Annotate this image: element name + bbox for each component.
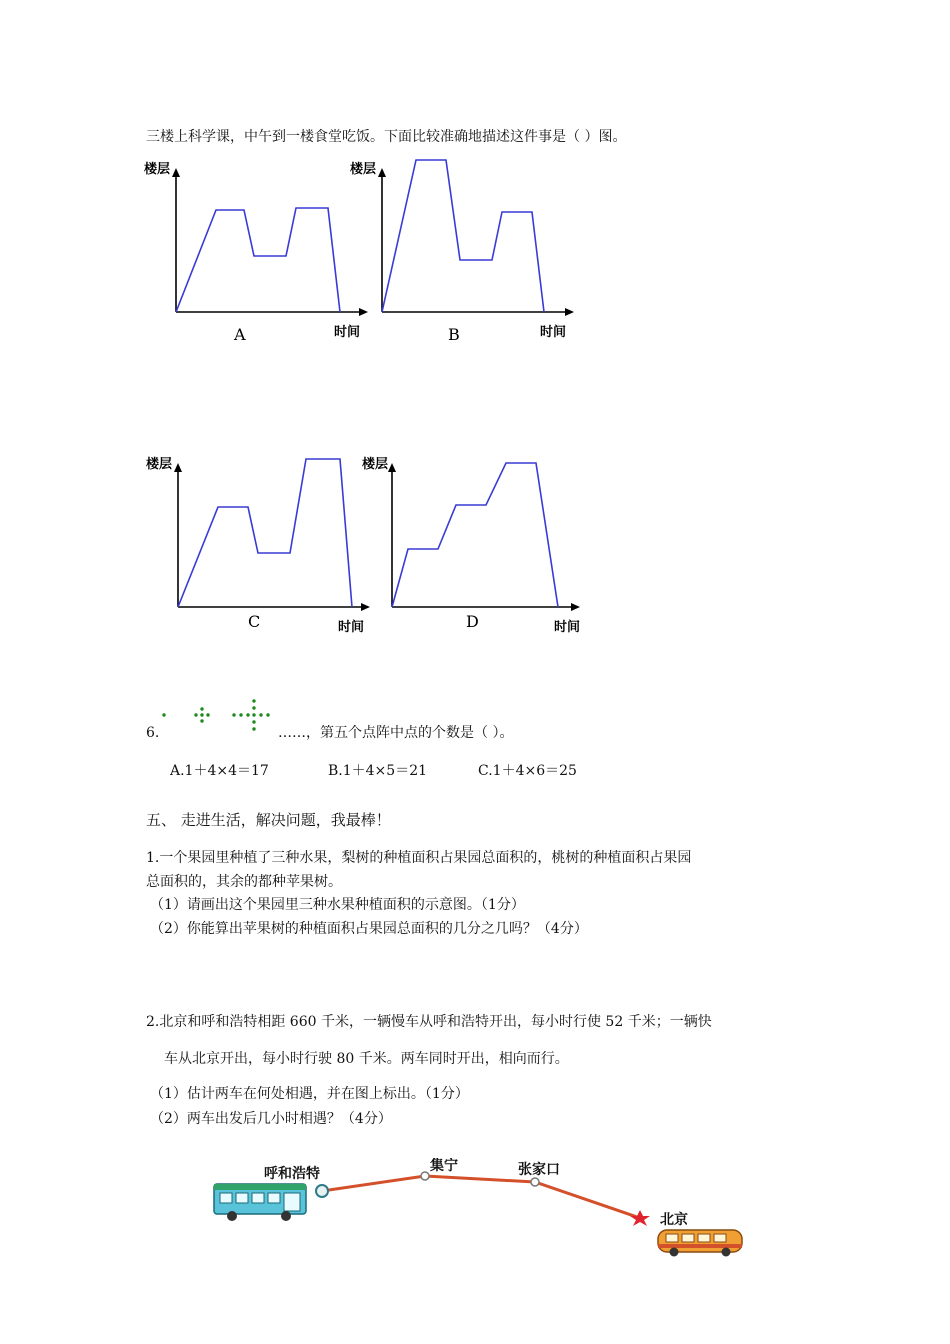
q6-text: ……，第五个点阵中点的个数是（ ）。 xyxy=(278,725,514,741)
graph-b-line xyxy=(382,160,544,312)
graph-d xyxy=(358,455,593,645)
city-hohhot: 呼和浩特 xyxy=(264,1166,320,1182)
hohhot-marker xyxy=(316,1185,328,1197)
graph-c-label: C xyxy=(248,612,261,631)
jining-marker xyxy=(421,1172,429,1180)
dot xyxy=(200,713,203,716)
graph-c-x-label: 时间 xyxy=(338,620,365,635)
dot xyxy=(252,727,255,730)
graph-a xyxy=(140,160,375,350)
beijing-star-icon xyxy=(630,1210,650,1226)
route-line xyxy=(322,1176,640,1218)
bus-right-icon xyxy=(658,1230,742,1257)
q6-option-a: A.1＋4×4＝17 xyxy=(170,763,269,779)
graph-a-y-label: 楼层 xyxy=(144,162,171,177)
dot-pattern xyxy=(158,698,278,738)
route-map xyxy=(210,1158,750,1258)
city-beijing: 北京 xyxy=(660,1212,688,1228)
section-5-title: 五、 走进生活，解决问题，我最棒！ xyxy=(146,811,391,829)
graph-a-label: A xyxy=(234,325,246,344)
q6-option-b: B.1＋4×5＝21 xyxy=(328,763,428,779)
graph-c-line xyxy=(178,459,352,607)
dot xyxy=(252,699,255,702)
graph-d-svg xyxy=(358,455,593,645)
problem-1-sub-2: （2）你能算出苹果树的种植面积占果园总面积的几分之几吗？（4分） xyxy=(150,921,588,937)
problem-1-sub-1: （1）请画出这个果园里三种水果种植面积的示意图。（1分） xyxy=(150,897,525,913)
city-jining: 集宁 xyxy=(430,1158,458,1174)
graph-d-x-label: 时间 xyxy=(554,620,581,635)
problem-2-sub-1: （1）估计两车在何处相遇，并在图上标出。（1分） xyxy=(150,1086,469,1102)
problem-1-line-2: 总面积的，其余的都种苹果树。 xyxy=(146,874,342,890)
graph-a-line xyxy=(176,208,340,312)
dot xyxy=(252,713,255,716)
graph-d-y-label: 楼层 xyxy=(362,457,389,472)
graph-b-x-arrow xyxy=(565,308,574,316)
graph-d-label: D xyxy=(466,612,479,631)
dot xyxy=(252,706,255,709)
graph-c-svg xyxy=(142,455,377,645)
graph-b-x-label: 时间 xyxy=(540,325,567,340)
graph-d-y-arrow xyxy=(388,463,396,472)
zhangjiakou-marker xyxy=(531,1178,539,1186)
q5-text: 三楼上科学课，中午到一楼食堂吃饭。下面比较准确地描述这件事是（ ）图。 xyxy=(146,129,627,145)
graph-b-svg xyxy=(346,160,581,350)
graph-a-svg xyxy=(140,160,375,350)
dot xyxy=(266,713,269,716)
dot xyxy=(200,719,203,722)
q6-option-c: C.1＋4×6＝25 xyxy=(478,763,577,779)
graph-b xyxy=(346,160,581,350)
graph-d-x-arrow xyxy=(571,603,580,611)
graph-b-y-arrow xyxy=(378,168,386,177)
dot xyxy=(246,713,249,716)
graph-b-label: B xyxy=(448,325,460,344)
dot xyxy=(259,713,262,716)
graph-c xyxy=(142,455,377,645)
dot xyxy=(200,707,203,710)
city-zhangjiakou: 张家口 xyxy=(518,1162,560,1178)
q6-number: 6. xyxy=(146,725,160,741)
dot xyxy=(232,713,235,716)
graph-c-y-label: 楼层 xyxy=(146,457,173,472)
graph-a-y-arrow xyxy=(172,168,180,177)
dot xyxy=(239,713,242,716)
dot xyxy=(206,713,209,716)
graph-d-line xyxy=(392,463,558,607)
dot xyxy=(252,720,255,723)
problem-2-sub-2: （2）两车出发后几小时相遇？（4分） xyxy=(150,1111,392,1127)
problem-2-line-1: 2.北京和呼和浩特相距 660 千米，一辆慢车从呼和浩特开出，每小时行使 52 千米；一辆快 xyxy=(146,1014,712,1030)
graph-a-x-label: 时间 xyxy=(334,325,361,340)
graph-b-y-label: 楼层 xyxy=(350,162,377,177)
problem-2-line-2: 车从北京开出，每小时行驶 80 千米。两车同时开出，相向而行。 xyxy=(164,1051,569,1067)
problem-1-line-1: 1.一个果园里种植了三种水果，梨树的种植面积占果园总面积的，桃树的种植面积占果园 xyxy=(146,850,692,866)
graph-c-y-arrow xyxy=(174,463,182,472)
bus-left-icon xyxy=(214,1184,306,1221)
dot xyxy=(162,713,165,716)
dot xyxy=(194,713,197,716)
